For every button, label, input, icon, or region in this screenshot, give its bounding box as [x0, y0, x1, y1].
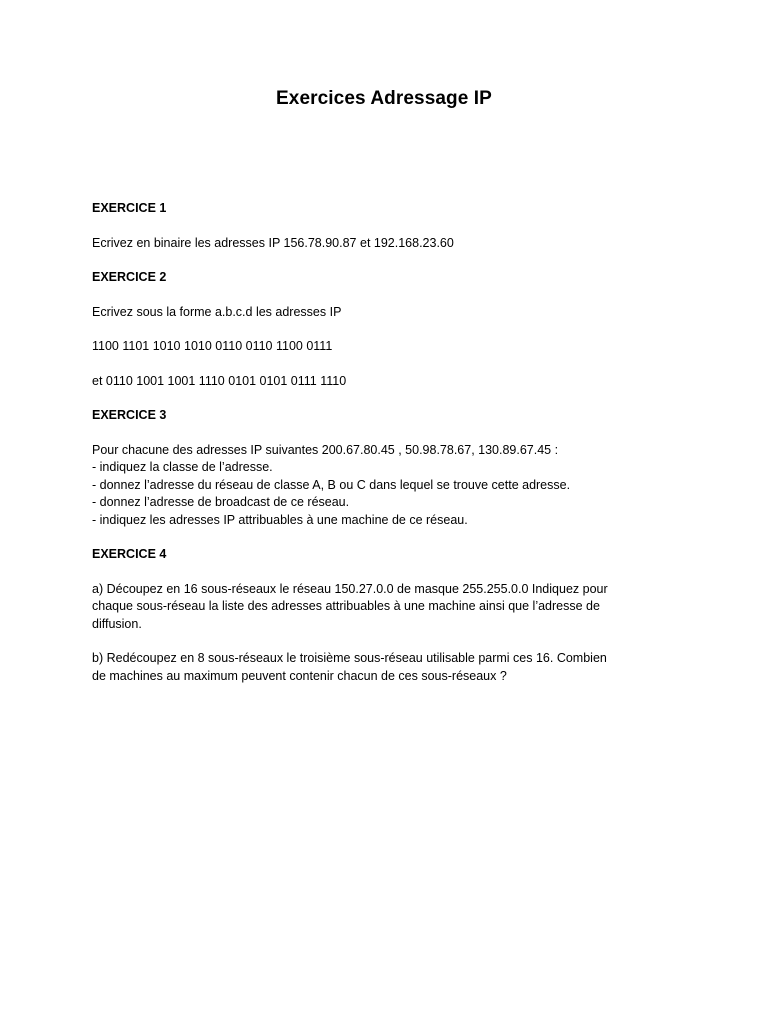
exercise-4-part-a-line: chaque sous-réseau la liste des adresses attribuables à une machine ainsi que l’adresse de	[92, 599, 600, 613]
exercise-1-text: Ecrivez en binaire les adresses IP 156.78.90.87 et 192.168.23.60	[92, 235, 454, 250]
exercise-2-binary-1: 1100 1101 1010 1010 0110 0110 1100 0111	[92, 339, 333, 353]
exercise-4-part-a-line: a) Découpez en 16 sous-réseaux le réseau 150.27.0.0 de masque 255.255.0.0 Indiquez pour	[92, 581, 608, 596]
exercise-3-line: - donnez l’adresse du réseau de classe A, B ou C dans lequel se trouve cette adresse.	[92, 477, 571, 492]
exercise-2-heading: EXERCICE 2	[92, 270, 167, 284]
exercise-3-line: - donnez l’adresse de broadcast de ce réseau.	[92, 495, 350, 509]
document-body	[92, 200, 692, 702]
exercise-4-part-b-line: b) Redécoupez en 8 sous-réseaux le troisième sous-réseau utilisable parmi ces 16. Combien	[92, 651, 607, 665]
exercise-3-line: Pour chacune des adresses IP suivantes 200.67.80.45 , 50.98.78.67, 130.89.67.45 :	[92, 442, 559, 457]
exercise-4-part-a-line: diffusion.	[92, 616, 142, 631]
exercise-3-line: - indiquez la classe de l’adresse.	[92, 460, 273, 474]
exercise-3-heading: EXERCICE 3	[92, 408, 167, 422]
document-title: Exercices Adressage IP	[276, 88, 492, 109]
exercise-4-heading: EXERCICE 4	[92, 547, 167, 561]
exercise-3-text	[92, 442, 692, 530]
exercise-2-text: Ecrivez sous la forme a.b.c.d les adresses IP	[92, 304, 342, 319]
exercise-4-part-b-line: de machines au maximum peuvent contenir chacun de ces sous-réseaux ?	[92, 668, 507, 683]
exercise-1-heading: EXERCICE 1	[92, 201, 167, 215]
exercise-4-part-a	[92, 581, 692, 634]
exercise-3-line: - indiquez les adresses IP attribuables à une machine de ce réseau.	[92, 512, 468, 527]
exercise-4-part-b	[92, 650, 692, 685]
exercise-2-binary-2: et 0110 1001 1001 1110 0101 0101 0111 1110	[92, 373, 347, 388]
